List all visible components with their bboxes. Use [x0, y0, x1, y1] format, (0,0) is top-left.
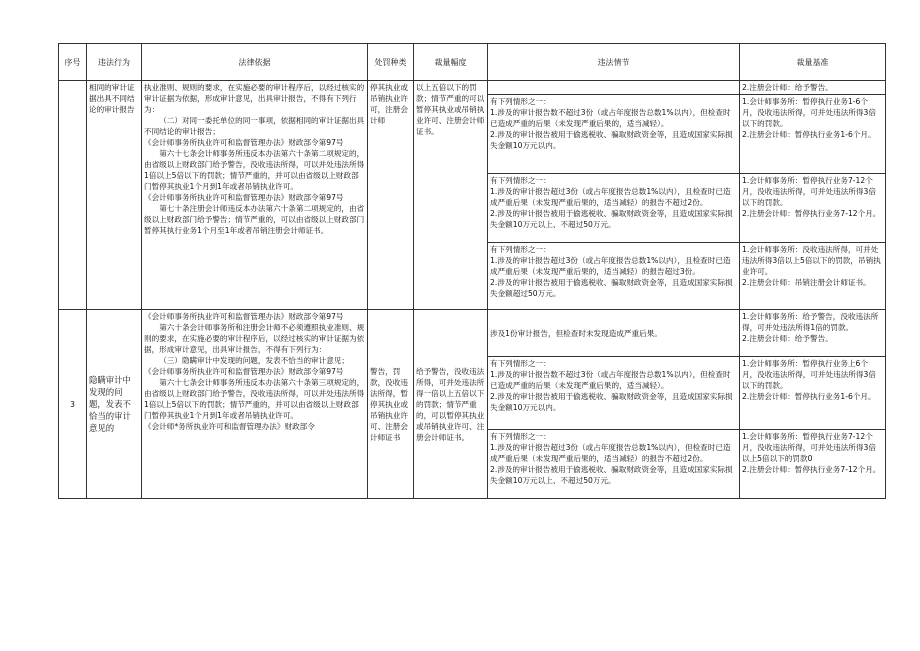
law-paragraph: 第六十条会计师事务所和注册会计师不必须遵照执业准则、规则的要求，在实施必要的审计程序后，以经过核实的审计证据为依据，形成审计意见，出具审计报告，不得有下列行为：	[144, 323, 365, 354]
circumstance-cell: 有下列情形之一： 1.涉及的审计报告超过3份（或占年度报告总数1%以内），且检查时已造成严重后果（未发现严重后果的，适当减轻）的报告超过3份。 2.涉及的审计报告被用于偷逃税收、骗取财政资金等，且造成国家实际损失金额超过50万元。	[488, 243, 740, 310]
violation-cell: 隐瞒审计中发现的问题，发表不恰当的审计意见的	[87, 310, 142, 499]
law-paragraph: 《会计师事务所执业许可和监督管理办法》财政部令第97号	[144, 193, 344, 202]
circumstance-cell: 有下列情形之一： 1.涉及的审计报告数不超过3份（或占年度报告总数1%以内），但检查时已造成严重的后果（未发现严重后果的，适当减轻）。 2.涉及的审计报告被用于偷逃税收、骗取财政资金等，且造成国家实际损失金额10万元以内。	[488, 357, 740, 430]
penalty-type-cell: 停其执业或吊销执业许可，注册会计师	[368, 81, 414, 310]
circumstance-cell: 涉及1份审计报告，但检查时未发现造成严重后果。	[488, 310, 740, 357]
basis-cell: 1.会计师事务所：暂停执行业务1-6个月，没收违法所得，可并处违法所得3倍以下的罚款。 2.注册会计师：暂停执行业务1-6个月。	[740, 95, 886, 174]
penalty-type-cell: 警告，罚款，没收违法所得，暂停其执业或吊销执业许可、注册会计师证书	[368, 310, 414, 499]
header-violation: 违法行为	[87, 44, 142, 81]
basis-cell: 2.注册会计师：给予警告。	[740, 81, 886, 95]
law-cell	[142, 310, 368, 499]
law-paragraph: 《会计师事务所执业许可和监督管理办法》财政部令第97号	[144, 367, 344, 376]
seq-cell: 3	[59, 310, 87, 499]
basis-cell: 1.会计师事务所：没收违法所得，可并处违法所得3倍以上5倍以下的罚款，吊销执业许可。 2.注册会计师：吊销注册会计师证书。	[740, 243, 886, 310]
basis-cell: 1.会计师事务所：暂停执行业务上6个月，没收违法所得，可并处违法所得3倍以下的罚款。 2.注册会计师：暂停执行业务1-6个月。	[740, 357, 886, 430]
circumstance-cell: 有下列情形之一： 1.涉及的审计报告数不超过3份（或占年度报告总数1%以内），但检查时已造成严重的后果（未发现严重后果的，适当减轻）。 2.涉及的审计报告被用于偷逃税收、骗取财政资金等，且造成国家实际损失金额10万元以内。	[488, 95, 740, 174]
basis-cell: 1.会计师事务所：暂停执行业务7-12个月，没收违法所得，可并处违法所得3倍以下的罚款。 2.注册会计师：暂停执行业务7-12个月。	[740, 174, 886, 243]
circumstance-cell: 有下列情形之一： 1.涉及的审计报告超过3份（或占年度报告总数1%以内），且检查时已造成严重后果（未发现严重后果的，适当减轻）的报告不超过2份。 2.涉及的审计报告被用于偷逃税收、骗取财政资金等，且造成国家实际损失金额10万元以上、不超过50万元。	[488, 174, 740, 243]
header-basis: 裁量基准	[740, 44, 886, 81]
header-penalty-type: 处罚种类	[368, 44, 414, 81]
table-row	[59, 310, 886, 357]
basis-cell: 1.会计师事务所：暂停执行业务7-12个月，没收违法所得，可并处违法所得3倍以上5倍以下的罚款0 2.注册会计师：暂停执行业务7-12个月。	[740, 430, 886, 499]
circumstance-cell	[488, 81, 740, 95]
law-cell	[142, 81, 368, 310]
range-cell: 以上五倍以下的罚款；情节严重的可以暂停其执业或吊销执业许可、注册会计师证书。	[414, 81, 488, 310]
range-cell: 给予警告，没收违法所得，可并处违法所得一倍以上五倍以下的罚款；情节严重的，可以暂停其执业或吊销执业许可、注册会计师证书。	[414, 310, 488, 499]
header-law: 法律依据	[142, 44, 368, 81]
header-circumstances: 违法情节	[488, 44, 740, 81]
law-paragraph: 《会计师*务所执业许可和监督管理办法》财政部令	[144, 422, 315, 431]
table-row	[59, 81, 886, 95]
circumstance-cell: 有下列情形之一： 1.涉及的审计报告超过3份（或占年度报告总数1%以内），但检查时已造成严重后果（未发现严重后果的，适当减轻）的报告不超过2份。 2.涉及的审计报告被用于偷逃税收、骗取财政资金等，且造成国家实际损失金额10万元以上、不超过50万元。	[488, 430, 740, 499]
law-paragraph: 第七十条注册会计师违反本办法第六十条第二项规定的，由省级以上财政部门给予警告；情节严重的，可以由省级以上财政部门暂停其执行业务1个月至1年或者吊销注册会计师证书。	[144, 204, 365, 235]
seq-cell	[59, 81, 87, 310]
law-paragraph: 执业准则、规则的要求，在实施必要的审计程序后，以经过核实的审计证据为依据，形成审计意见，出具审计报告，不得有下列行为：	[144, 83, 365, 114]
law-paragraph: （二）对同一委托单位的同一事项，依据相同的审计证据出具不同结论的审计报告；	[144, 116, 365, 136]
penalty-table	[58, 43, 886, 499]
violation-cell: 相同的审计证据出具不同结论的审计报告	[87, 81, 142, 310]
law-paragraph: 第六十七条会计师事务所违反本办法第六十条第三项规定的，由省级以上财政部门给予警告，没收违法所得，可以并处违法所得1倍以上5倍以下的罚款；情节严重的，并可以由省级以上财政部门暂停其执业1个月到1年或者吊销执业许可。	[144, 378, 365, 420]
header-range: 裁量幅度	[414, 44, 488, 81]
law-paragraph: 《会计师事务所执业许可和监督管理办法》财政部令第97号	[144, 138, 344, 147]
law-paragraph: 《会计师事务所执业许可和监督管理办法》财政部令第97号	[144, 312, 344, 321]
header-seq: 序号	[59, 44, 87, 81]
header-row	[59, 44, 886, 81]
law-paragraph: 第六十七条会计师事务所违反本办法第六十条第二项规定的，由省级以上财政部门给予警告，没收违法所得，可以并处违法所得1倍以上5倍以下的罚款；情节严重的，并可以由省级以上财政部门暂停其执业1个月到1年或者吊销执业许可。	[144, 149, 365, 191]
law-paragraph: （三）隐瞒审计中发现的问题，发表不恰当的审计意见；	[159, 356, 350, 365]
basis-cell: 1.会计师事务所：给予警告，没收违法所得，可并处违法所得1倍的罚款。 2.注册会计师：给予警告。	[740, 310, 886, 357]
